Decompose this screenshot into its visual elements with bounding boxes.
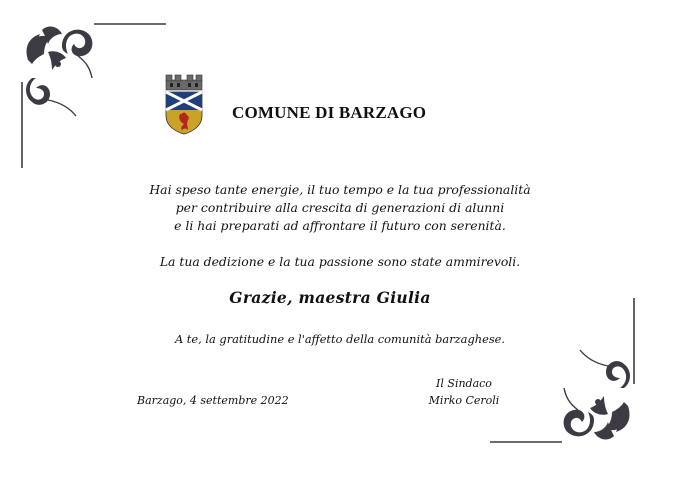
message-paragraph-2: La tua dedizione e la tua passione sono state ammirevoli. (159, 254, 521, 269)
corner-ornament-top-left-icon (18, 20, 168, 170)
place-date: Barzago, 4 settembre 2022 (137, 394, 289, 407)
municipal-crest-icon (162, 72, 206, 136)
signer-role: Il Sindaco (436, 377, 492, 390)
signer-name: Mirko Ceroli (428, 394, 500, 407)
message-line-3: e li hai preparati ad affrontare il futuro con serenità. (174, 218, 506, 233)
message-line-1: Hai speso tante energie, il tuo tempo e la tua professionalità (149, 182, 531, 197)
header-title: COMUNE DI BARZAGO (232, 103, 427, 122)
gratitude-line: A te, la gratitudine e l'affetto della comunità barzaghese. (174, 332, 506, 346)
corner-ornament-bottom-right-icon (488, 296, 638, 446)
message-line-2: per contribuire alla crescita di generazioni di alunni (175, 200, 505, 215)
thanks-line: Grazie, maestra Giulia (229, 288, 431, 307)
